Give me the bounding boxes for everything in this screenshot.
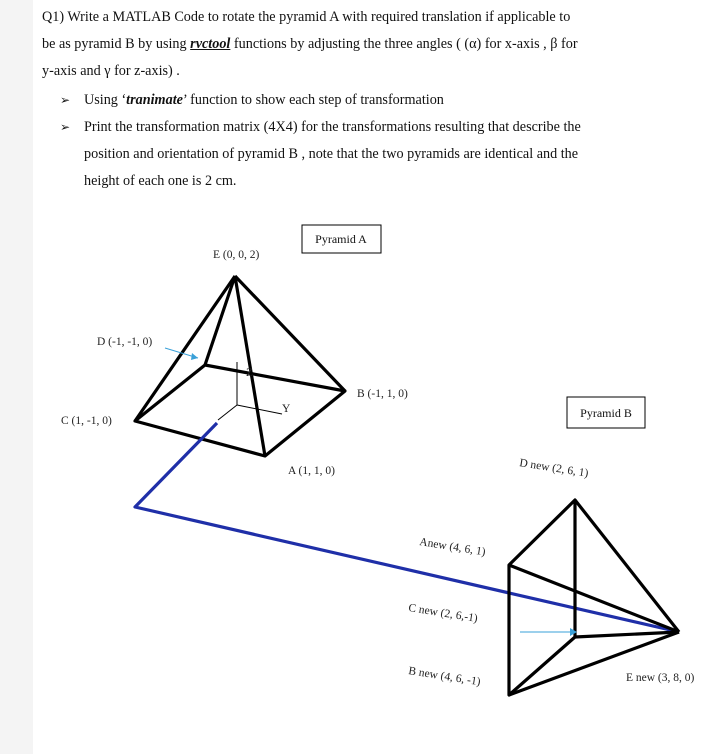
axis-x-line (218, 405, 237, 420)
pyramid-a-title: Pyramid A (315, 232, 367, 246)
pyramid-b-edge-eb (509, 632, 679, 695)
toolbox-name: rvctool (190, 36, 231, 52)
label-a-a: A (1, 1, 0) (288, 465, 335, 477)
axis-y-line (237, 405, 282, 414)
question-line-2-prefix: be as pyramid B by using (42, 36, 191, 52)
axis-z-label: Z (246, 367, 254, 379)
pyramid-b-title: Pyramid B (580, 406, 632, 420)
task-2-line-3: height of each one is 2 cm. (84, 173, 237, 189)
label-a-e: E (0, 0, 2) (213, 249, 260, 261)
task-2-line-2: position and orientation of pyramid B , note that the two pyramids are identical and the (84, 146, 579, 162)
label-b-c: C new (2, 6,-1) (407, 602, 479, 625)
question-line-2-suffix: functions by adjusting the three angles ( (α) for x-axis , β for (230, 36, 578, 52)
axis-y-label: Y (282, 403, 291, 415)
task-1-function: tranimate (126, 92, 183, 108)
label-b-d: D new (2, 6, 1) (518, 457, 590, 480)
label-a-c: C (1, -1, 0) (61, 415, 112, 427)
pyramid-b-base (509, 500, 575, 695)
pyramid-a (135, 276, 345, 456)
bullet-arrow-icon: ➢ (60, 120, 71, 134)
question-line-1: Q1) Write a MATLAB Code to rotate the pyramid A with required translation if applicable to (42, 9, 571, 25)
task-2-line-1: Print the transformation matrix (4X4) for the transformations resulting that describe the (84, 119, 581, 135)
label-a-d: D (-1, -1, 0) (97, 336, 153, 348)
label-a-b: B (-1, 1, 0) (357, 388, 408, 400)
label-b-e: E new (3, 8, 0) (626, 672, 695, 684)
bullet-arrow-icon: ➢ (60, 93, 71, 107)
pyramid-a-edge-ed (205, 276, 235, 365)
question-line-3: y-axis and γ for z-axis) . (42, 63, 180, 79)
task-1-suffix: ’ function to show each step of transformation (182, 92, 444, 108)
label-b-a: Anew (4, 6, 1) (418, 536, 487, 559)
pyramid-a-edge-ec (135, 276, 235, 421)
pyramid-a-base (135, 365, 345, 456)
label-b-b: B new (4, 6, -1) (407, 665, 482, 689)
pointer-d-arrowhead (191, 353, 198, 360)
task-1-prefix: Using ‘ (84, 92, 127, 108)
